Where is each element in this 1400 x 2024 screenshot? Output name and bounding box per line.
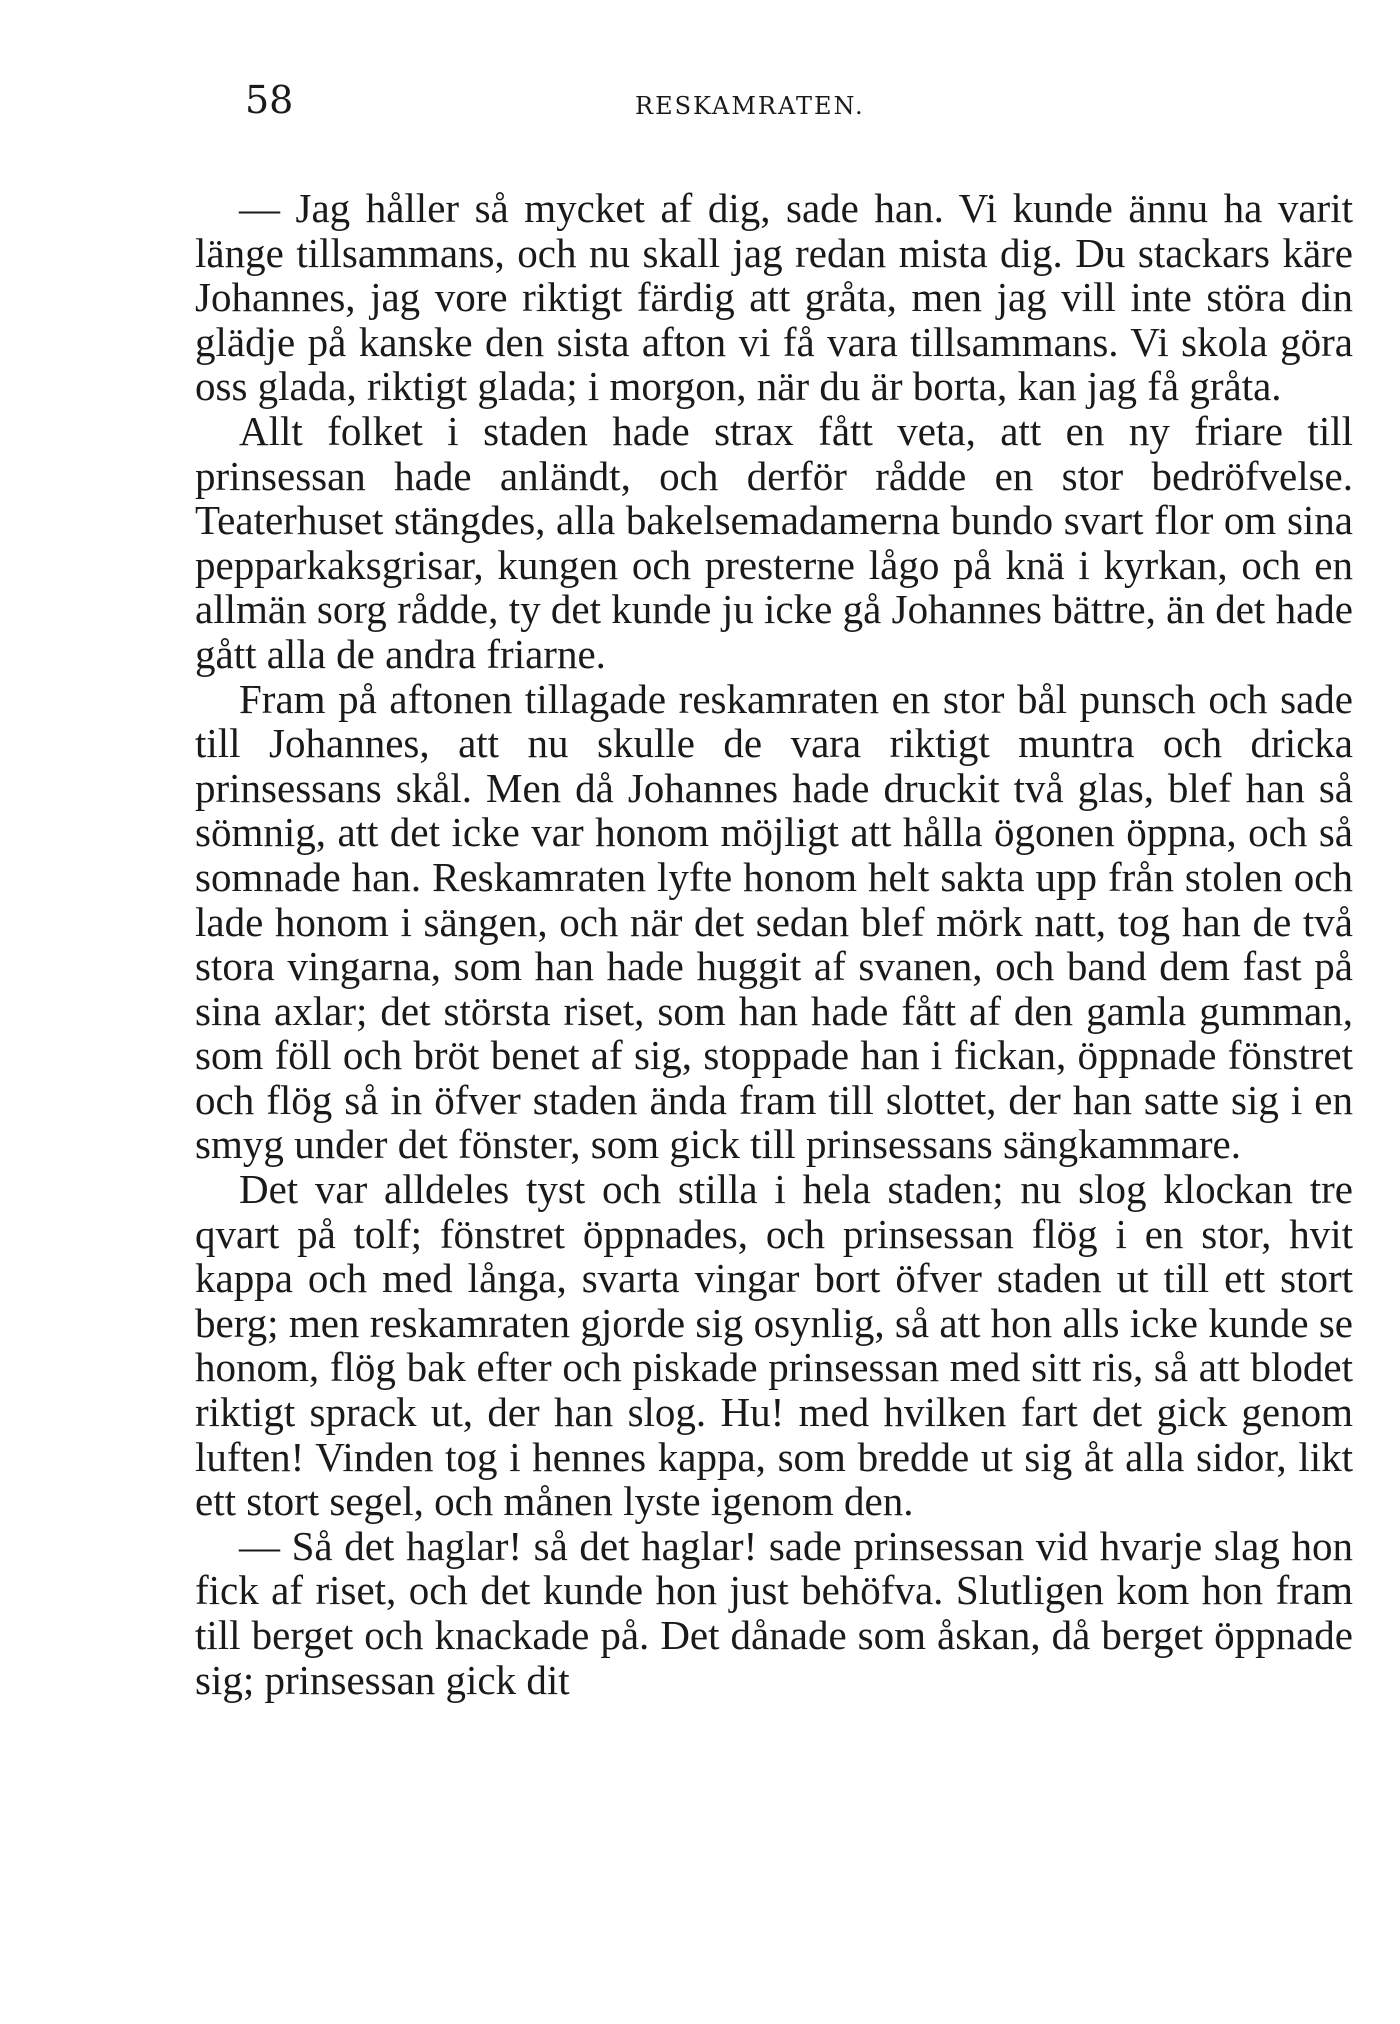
paragraph: Allt folket i staden hade strax fått veta, att en ny friare till prinsessan hade anländt, och derför rådde en stor bedröfvelse. Teaterhuset stängdes, alla bakelsemadamerna bundo svart flor om sina pepparkaksgrisar, kungen och presterne lågo på knä i kyrkan, och en allmän sorg rådde, ty det kunde ju icke gå Johannes bättre, än det hade gått alla de andra friarne. xyxy=(195,407,1353,677)
book-page xyxy=(195,70,1353,1970)
running-head xyxy=(195,70,1353,130)
paragraph: Det var alldeles tyst och stilla i hela staden; nu slog klockan tre qvart på tolf; fönstret öppnades, och prinsessan flög i en stor, hvit kappa och med långa, svarta vingar bort öfver staden ut till ett stort berg; men reskamraten gjorde sig osynlig, så att hon alls icke kunde se honom, flög bak efter och piskade prinsessan med sitt ris, så att blodet riktigt sprack ut, der han slog. Hu! med hvilken fart det gick genom luften! Vinden tog i hennes kappa, som bredde ut sig åt alla sidor, likt ett stort segel, och månen lyste igenom den. xyxy=(195,1166,1353,1525)
paragraph: Fram på aftonen tillagade reskamraten en stor bål punsch och sade till Johannes, att nu skulle de vara riktigt muntra och dricka prinsessans skål. Men då Johannes hade druckit två glas, blef han så sömnig, att det icke var honom möjligt att hålla ögonen öppna, och så somnade han. Reskamraten lyfte honom helt sakta upp från stolen och lade honom i sängen, och när det sedan blef mörk natt, tog han de två stora vingarna, som han hade huggit af svanen, och band dem fast på sina axlar; det största riset, som han hade fått af den gamla gumman, som föll och bröt benet af sig, stoppade han i fickan, öppnade fönstret och flög så in öfver staden ända fram till slottet, der han satte sig i en smyg under det fönster, som gick till prinsessans sängkammare. xyxy=(195,675,1353,1168)
paragraph: — Jag håller så mycket af dig, sade han. Vi kunde ännu ha varit länge tillsammans, och nu skall jag redan mista dig. Du stackars käre Johannes, jag vore riktigt färdig att gråta, men jag vill inte störa din glädje på kanske den sista afton vi få vara tillsammans. Vi skola göra oss glada, riktigt glada; i morgon, när du är borta, kan jag få gråta. xyxy=(195,185,1353,410)
running-title: RESKAMRATEN. xyxy=(635,92,865,120)
body-text xyxy=(195,186,1353,1702)
paragraph: — Så det haglar! så det haglar! sade prinsessan vid hvarje slag hon fick af riset, och det kunde hon just behöfva. Slutligen kom hon fram till berget och knackade på. Det dånade som åskan, då berget öppnade sig; prinsessan gick dit xyxy=(195,1522,1353,1703)
page-number: 58 xyxy=(245,78,294,122)
